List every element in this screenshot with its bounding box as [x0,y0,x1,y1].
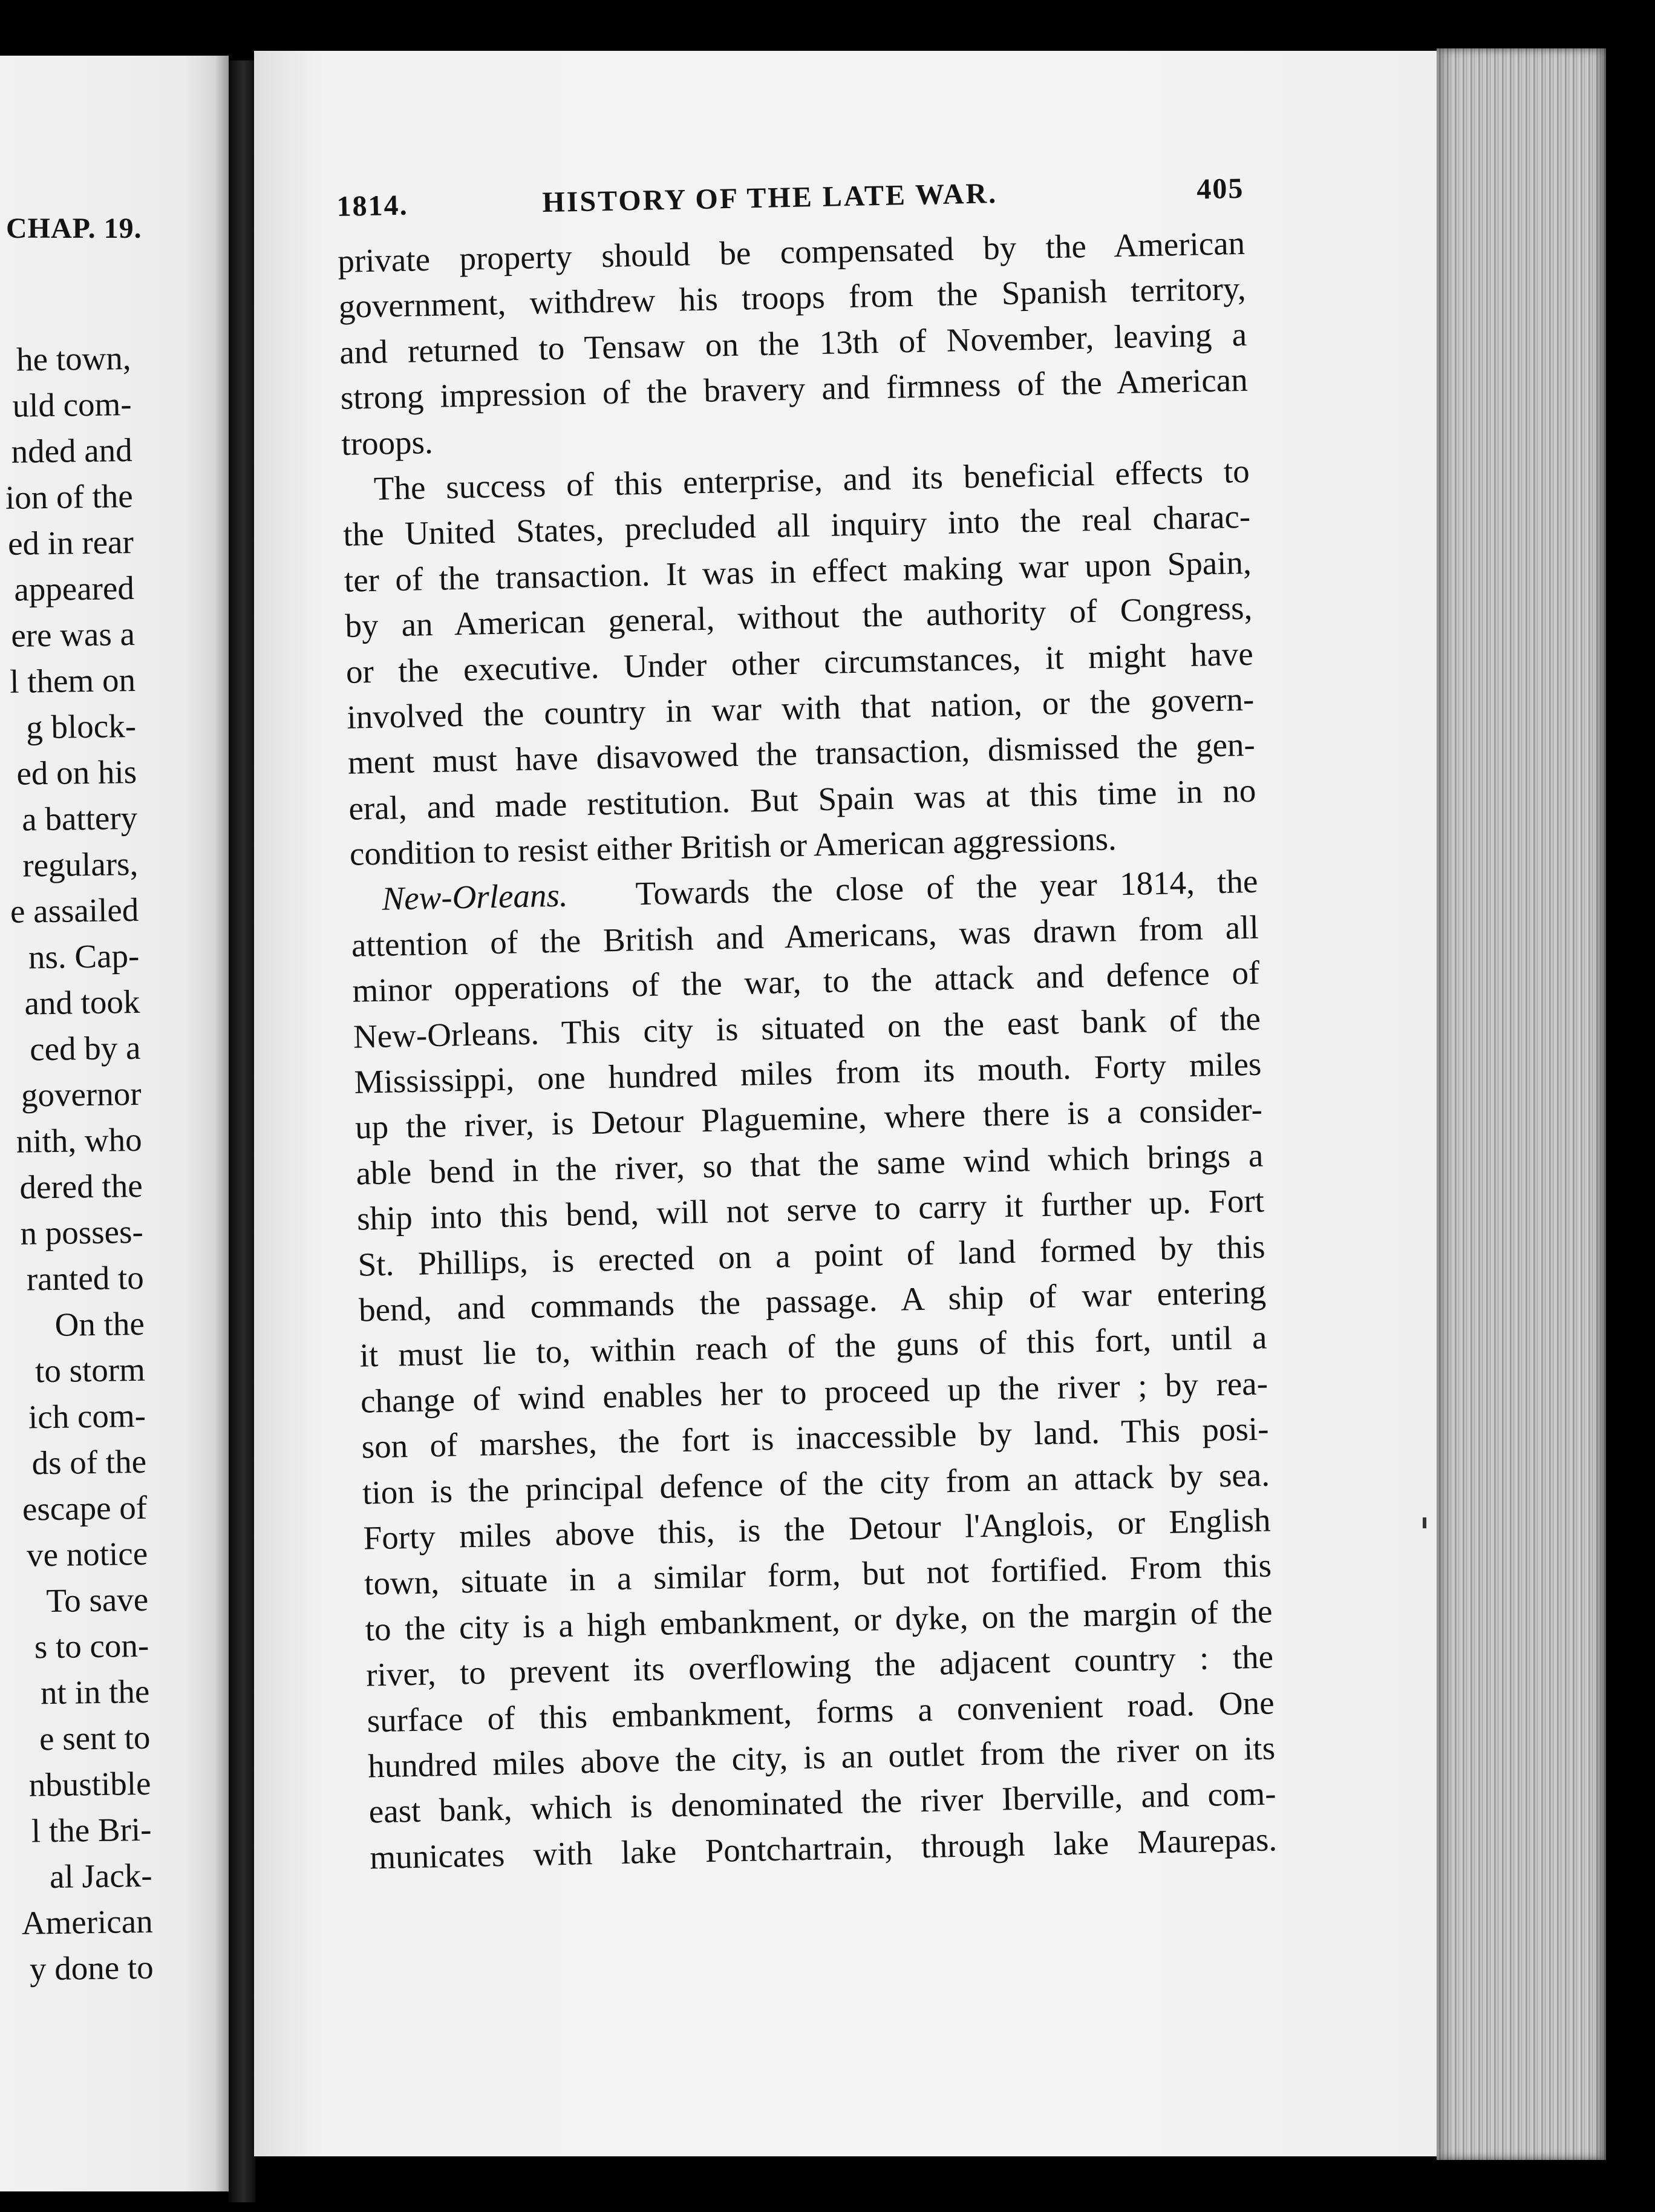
running-header [336,172,1244,226]
text-line: New-Orleans. This city is situated on the east bank of the [353,1000,1261,1055]
left-text-line: regulars, [22,845,139,884]
text-line: Mississippi, one hundred miles from its mouth. Forty miles [353,1045,1262,1101]
left-text-line: ere was a [10,615,135,654]
text-line: Towards the close of the year 1814, the [635,863,1258,912]
left-text-line: ds of the [31,1442,147,1482]
left-text-line: ve notice [26,1534,148,1574]
text-line: river, to prevent its overflowing the adjacent country : the [365,1638,1274,1693]
text-line: St. Phillips, is erected on a point of land formed by this [357,1228,1265,1283]
text-line: minor opperations of the war, to the attack and defence of [351,954,1260,1009]
left-text-line: e assailed [10,891,139,930]
text-line: The success of this enterprise, and its beneficial effects to [373,452,1250,507]
text-line: bend, and commands the passage. A ship of war entering [358,1273,1267,1329]
text-line: ship into this bend, will not serve to carry it further up. Fort [356,1182,1265,1237]
left-facing-page [0,56,229,2191]
text-line: troops. [341,423,434,462]
header-title: HISTORY OF THE LATE WAR. [541,177,998,219]
left-text-line: escape of [22,1488,148,1528]
left-text-line: To save [46,1580,149,1620]
left-text-line: uld com- [12,385,132,424]
header-year: 1814. [336,189,409,223]
left-text-line: a battery [21,799,138,838]
text-line: and returned to Tensaw on the 13th of November, leaving a [339,315,1247,371]
left-text-line: ns. Cap- [28,937,140,976]
text-line: condition to resist either British or American aggressions. [349,820,1117,872]
left-text-line: On the [54,1304,145,1343]
left-text-line: nded and [11,431,133,470]
left-text-line: l them on [9,661,136,700]
text-line: tion is the principal defence of the city from an attack by sea. [362,1456,1270,1511]
page-block-edge [1437,48,1606,2160]
text-line: or the executive. Under other circumstances, it might have [345,635,1254,690]
left-text-line: governor [21,1075,142,1114]
left-text-line: ich com- [28,1396,146,1436]
left-running-header: CHAP. 19. [6,212,142,244]
text-line: ter of the transaction. It was in effect making war upon Spain, [344,543,1252,599]
book-gutter [229,61,255,2202]
text-line: attention of the British and Americans, was drawn from all [351,908,1259,964]
text-line: involved the country in war with that nation, or the govern- [346,680,1255,736]
left-text-line: ranted to [26,1258,145,1298]
body-text [338,220,1278,1880]
left-text-line: nt in the [40,1672,150,1712]
edge-mark [1423,1517,1426,1528]
text-line: private property should be compensated by the American [337,224,1245,280]
left-text-line: y done to [29,1948,154,1988]
text-line: change of wind enables her to proceed up the river ; by rea- [360,1364,1268,1420]
text-line: ment must have disavowed the transaction, dismissed the gen- [347,726,1256,782]
left-text-line: s to con- [34,1626,149,1666]
text-line: strong impression of the bravery and firmness of the American [340,361,1249,417]
left-text-line: to storm [34,1350,146,1390]
text-line: Forty miles above this, is the Detour l'Anglois, or English [363,1501,1271,1557]
left-text-line: and took [24,983,140,1022]
left-text-line: l the Bri- [31,1810,152,1850]
left-text-line: appeared [13,569,135,608]
left-text-line: ced by a [29,1029,141,1068]
page-number: 405 [1196,172,1244,206]
left-text-line: dered the [19,1167,143,1206]
left-text-line: ed on his [16,753,137,792]
text-line: east bank, which is denominated the river Iberville, and com- [368,1775,1277,1830]
left-text-line: nith, who [16,1121,142,1160]
left-text-line: nbustible [28,1764,151,1804]
left-text-line: he town, [16,339,131,378]
left-text-line: al Jack- [49,1856,152,1896]
text-line: able bend in the river, so that the same wind which brings a [356,1136,1264,1192]
text-line: by an American general, without the authority of Congress, [344,589,1253,644]
text-line: eral, and made restitution. But Spain was at this time in no [348,771,1256,827]
text-line: the United States, precluded all inquiry into the real charac- [342,498,1251,554]
left-text-line: ed in rear [7,523,134,562]
text-line: hundred miles above the city, is an outlet from the river on its [367,1729,1276,1785]
left-text-line: e sent to [39,1718,151,1758]
text-line: son of marshes, the fort is inaccessible by land. This posi- [361,1410,1270,1465]
left-text-line: ion of the [5,477,134,516]
left-text-line: n posses- [20,1212,144,1252]
page-content [336,172,1278,1880]
text-line: to the city is a high embankment, or dyke, on the margin of the [365,1592,1273,1648]
text-line: town, situate in a similar form, but not fortified. From this [364,1546,1272,1602]
right-main-page [254,51,1437,2156]
left-text-line: g block- [25,707,137,746]
left-text-line: American [21,1902,154,1942]
text-line: municates with lake Pontchartrain, through lake Maurepas. [369,1821,1278,1876]
text-line: government, withdrew his troops from the Spanish territory, [338,270,1247,326]
run-in-heading: New-Orleans. [381,877,569,918]
text-line: it must lie to, within reach of the guns of this fort, until a [359,1318,1267,1374]
text-line: up the river, is Detour Plaguemine, where there is a consider- [354,1091,1263,1147]
text-line: surface of this embankment, forms a convenient road. One [367,1683,1275,1739]
left-page-text [0,335,154,1995]
